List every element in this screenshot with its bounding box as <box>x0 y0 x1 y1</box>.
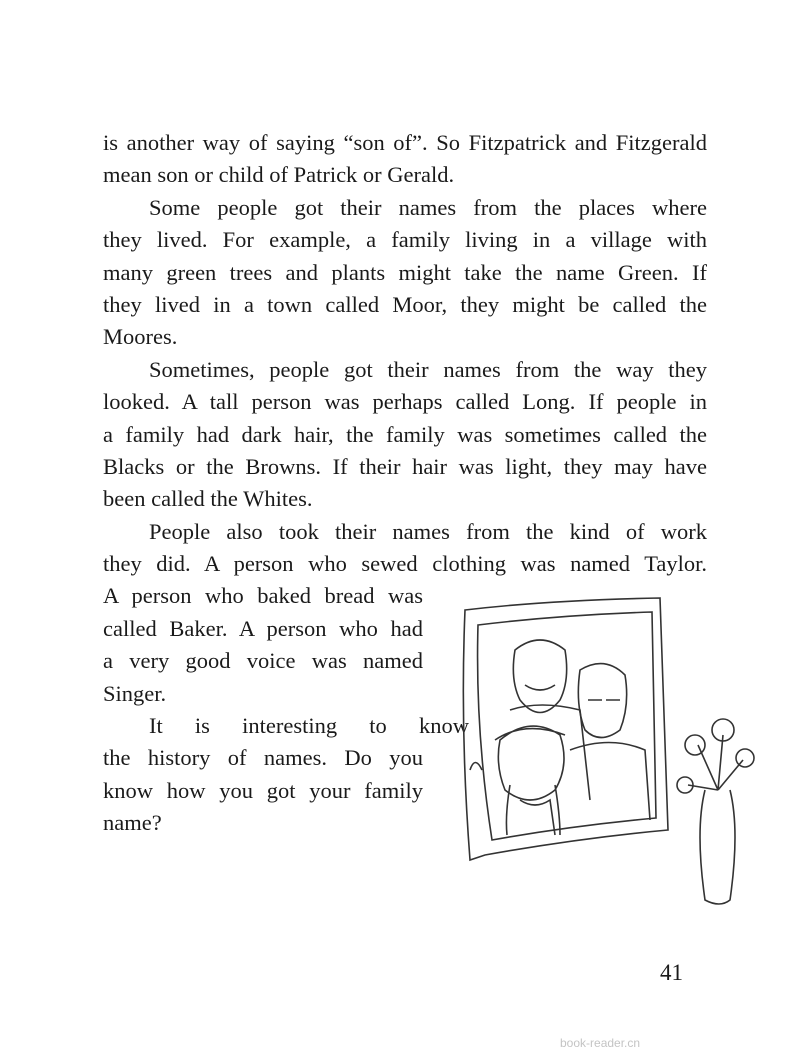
text-line: is another way of saying “son of”. So Fitzpatrick and Fitzgerald <box>103 130 707 155</box>
father <box>570 664 650 820</box>
text-line: called Baker. A person who had <box>103 615 423 641</box>
text-line: mean son or child of Patrick or Gerald. <box>103 162 455 188</box>
text-line: Blacks or the Browns. If their hair was light, they may have <box>103 453 707 479</box>
vase <box>700 790 735 904</box>
text-line: People also took their names from the kind of work <box>149 518 707 544</box>
text-line: looked. A tall person was perhaps called Long. If people in <box>103 389 707 415</box>
text-line: a very good voice was named <box>103 648 423 674</box>
text-line: It is interesting to know <box>149 713 469 739</box>
text-line: Singer. <box>103 680 167 706</box>
watermark: book-reader.cn <box>560 1036 641 1050</box>
text-line: many green trees and plants might take the name Green. If <box>103 259 707 285</box>
text-line: Moores. <box>103 324 178 350</box>
text-line: Sometimes, people got their names from the way they <box>149 356 707 382</box>
text-line: they lived. For example, a family living in a village with <box>103 227 707 253</box>
text-line: they lived in a town called Moor, they might be called the <box>103 291 707 317</box>
text-line: the history of names. Do you <box>103 745 423 771</box>
text-line: name? <box>103 810 162 836</box>
text-line: A person who baked bread was <box>103 583 423 609</box>
text-line: they did. A person who sewed clothing was named Taylor. <box>103 551 707 577</box>
page-number: 41 <box>660 960 683 985</box>
text-line: Some people got their names from the places where <box>149 194 707 220</box>
text-line: know how you got your family <box>103 777 423 803</box>
picture-frame <box>463 598 668 860</box>
family-portrait-illustration <box>430 590 800 910</box>
text-line: a family had dark hair, the family was sometimes called the <box>103 421 707 447</box>
grandfather <box>510 640 590 800</box>
text-line: been called the Whites. <box>103 486 313 512</box>
flowers <box>688 735 743 790</box>
